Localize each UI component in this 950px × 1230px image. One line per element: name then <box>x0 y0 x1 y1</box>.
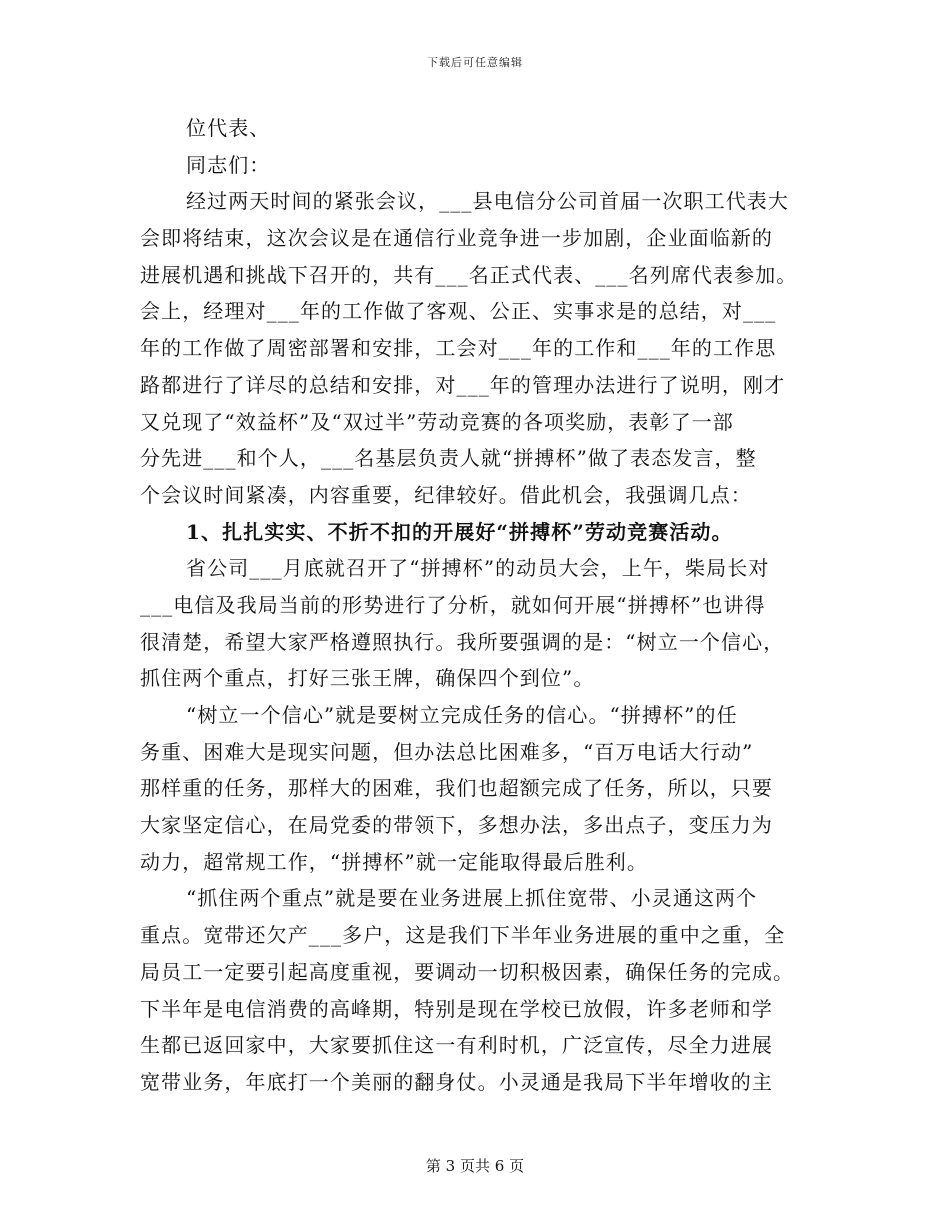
body-line: 又兑现了“效益杯”及“双过半”劳动竞赛的各项奖励，表彰了一部 <box>140 409 734 434</box>
body-line: 很清楚，希望大家严格遵照执行。我所要强调的是：“树立一个信心， <box>140 629 785 654</box>
body-line: 进展机遇和挑战下召开的，共有___名正式代表、___名列席代表参加。 <box>140 262 798 287</box>
body-line: 局员工一定要引起高度重视，要调动一切积极因素，确保任务的完成。 <box>140 959 795 984</box>
body-line: 经过两天时间的紧张会议，___县电信分公司首届一次职工代表大 <box>186 189 789 214</box>
body-line: 路都进行了详尽的总结和安排，对___年的管理办法进行了说明，刚才 <box>140 372 786 397</box>
body-line: 个会议时间紧凑，内容重要，纪律较好。借此机会，我强调几点： <box>140 482 752 507</box>
body-line: 大家坚定信心，在局党委的带领下，多想办法，多出点子，变压力为 <box>140 813 773 838</box>
body-line: 动力，超常规工作，“拼搏杯”就一定能取得最后胜利。 <box>140 849 648 874</box>
body-line: 宽带业务，年底打一个美丽的翻身仗。小灵通是我局下半年增收的主 <box>140 1069 773 1094</box>
body-line: 那样重的任务，那样大的困难，我们也超额完成了任务，所以，只要 <box>140 776 773 801</box>
page-footer: 第 3 页共 6 页 <box>425 1157 525 1175</box>
body-line: “抓住两个重点”就是要在业务进展上抓住宽带、小灵通这两个 <box>186 886 758 911</box>
body-line: 年的工作做了周密部署和安排，工会对___年的工作和___年的工作思 <box>140 336 777 361</box>
document-body <box>140 110 815 1101</box>
body-line: 会上，经理对___年的工作做了客观、公正、实事求是的总结，对___ <box>140 299 777 324</box>
body-line: 同志们： <box>186 152 271 177</box>
body-line: 重点。宽带还欠产___多户，这是我们下半年业务进展的重中之重，全 <box>140 923 786 948</box>
body-line: 生都已返回家中，大家要抓住这一有利时机，广泛宣传，尽全力进展 <box>140 1033 773 1058</box>
body-line: 位代表、 <box>186 116 271 140</box>
body-line: 务重、困难大是现实问题，但办法总比困难多，“百万电话大行动” <box>140 739 754 764</box>
body-line: 抓住两个重点，打好三张王牌，确保四个到位”。 <box>140 666 595 691</box>
body-line: 下半年是电信消费的高峰期，特别是现在学校已放假，许多老师和学 <box>140 996 773 1021</box>
body-line: “树立一个信心”就是要树立完成任务的信心。“拼搏杯”的任 <box>186 703 738 727</box>
body-line: 分先进___和个人，___名基层负责人就“拼搏杯”做了表态发言，整 <box>140 446 757 471</box>
section-heading: 1、扎扎实实、不折不扣的开展好“拼搏杯”劳动竞赛活动。 <box>186 519 733 544</box>
body-line: 省公司___月底就召开了“拼搏杯”的动员大会，上午，柴局长对 <box>186 556 770 581</box>
body-line: ___电信及我局当前的形势进行了分析，就如何开展“拼搏杯”也讲得 <box>140 592 766 617</box>
body-line: 会即将结束，这次会议是在通信行业竞争进一步加剧，企业面临新的 <box>140 226 773 251</box>
page-header: 下载后可任意编辑 <box>427 56 523 69</box>
